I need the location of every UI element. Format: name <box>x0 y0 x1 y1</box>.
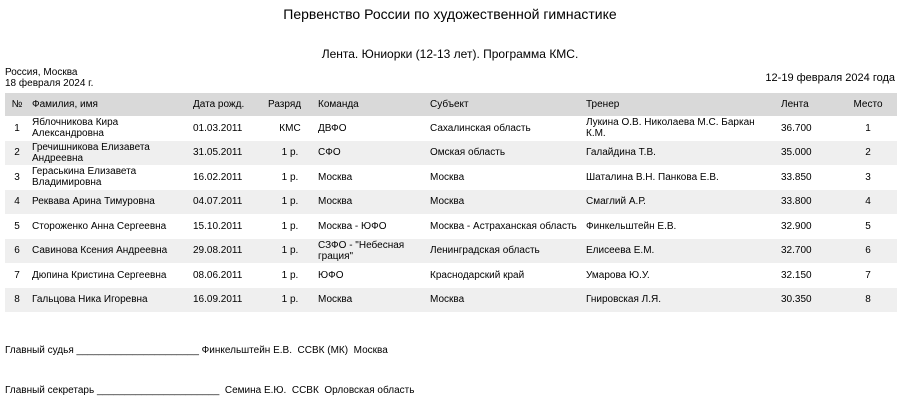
cell-coach: Елисеева Е.М. <box>583 239 778 264</box>
cell-num: 2 <box>5 141 29 166</box>
cell-coach: Шаталина В.Н. Панкова Е.В. <box>586 171 719 183</box>
cell-coach: Умарова Ю.У. <box>586 269 650 281</box>
cell-team: СФО <box>315 141 427 166</box>
cell-rank: 1 р. <box>281 220 299 232</box>
cell-region: Москва - Астраханская область <box>430 220 577 232</box>
cell-place: 4 <box>839 190 897 215</box>
cell-name: Реквава Арина Тимуровна <box>29 190 190 215</box>
cell-coach: Смаглий А.Р. <box>583 190 778 215</box>
cell-name: Стороженко Анна Сергеевна <box>32 220 167 232</box>
cell-dob: 16.02.2011 <box>193 171 243 183</box>
cell-place: 7 <box>865 269 871 281</box>
results-table <box>5 93 897 312</box>
cell-dob: 08.06.2011 <box>193 269 243 281</box>
location-block <box>5 67 93 89</box>
cell-coach: Галайдина Т.В. <box>583 141 778 166</box>
cell-region: Сахалинская область <box>430 122 531 134</box>
cell-rank: 1 р. <box>265 141 315 166</box>
cell-dob: 04.07.2011 <box>190 190 265 215</box>
document-title: Первенство России по художественной гимнастике <box>283 6 617 22</box>
cell-score: 32.900 <box>781 220 812 232</box>
cell-region: Ленинградская область <box>427 239 583 264</box>
col-header-rank: Разряд <box>265 93 315 116</box>
cell-score: 30.350 <box>778 288 839 313</box>
cell-score: 35.000 <box>778 141 839 166</box>
col-header-name: Фамилия, имя <box>29 93 190 116</box>
cell-name: Савинова Ксения Андреевна <box>29 239 190 264</box>
chief-judge-line: Главный судья ______________________ Финкельштейн Е.В. ССВК (МК) Москва <box>5 345 388 356</box>
cell-dob: 15.10.2011 <box>193 220 243 232</box>
cell-rank: 1 р. <box>281 269 299 281</box>
cell-place: 2 <box>839 141 897 166</box>
cell-team: Москва <box>315 288 427 313</box>
cell-dob: 29.08.2011 <box>190 239 265 264</box>
cell-name: Гречишникова Елизавета Андреевна <box>29 141 190 166</box>
cell-score: 36.700 <box>781 122 812 134</box>
table-row <box>5 116 897 141</box>
location: Россия, Москва <box>5 67 78 78</box>
cell-name: Яблочникова Кира Александровна <box>32 117 119 140</box>
cell-rank: 1 р. <box>265 239 315 264</box>
col-header-region: Субъект <box>427 93 583 116</box>
cell-coach: Лукина О.В. Николаева М.С. Баркан К.М. <box>586 117 755 140</box>
cell-place: 3 <box>865 171 871 183</box>
cell-num: 3 <box>14 171 20 183</box>
cell-rank: КМС <box>279 122 301 134</box>
table-header-row <box>5 93 897 116</box>
cell-dob: 01.03.2011 <box>193 122 243 134</box>
document-subtitle: Лента. Юниорки (12-13 лет). Программа КМС. <box>321 47 579 61</box>
cell-dob: 31.05.2011 <box>190 141 265 166</box>
cell-coach: Финкельштейн Е.В. <box>586 220 677 232</box>
cell-region: Омская область <box>427 141 583 166</box>
cell-num: 8 <box>5 288 29 313</box>
col-header-coach: Тренер <box>583 93 778 116</box>
cell-coach: Гнировская Л.Я. <box>583 288 778 313</box>
table-row <box>5 263 897 288</box>
cell-team: СЗФО - "Небесная грация" <box>315 239 427 264</box>
cell-num: 4 <box>5 190 29 215</box>
table-row <box>5 288 897 313</box>
cell-name: Гальцова Ника Игоревна <box>29 288 190 313</box>
cell-score: 33.800 <box>778 190 839 215</box>
col-header-team: Команда <box>315 93 427 116</box>
cell-region: Москва <box>427 190 583 215</box>
col-header-dob: Дата рожд. <box>190 93 265 116</box>
document-date: 18 февраля 2024 г. <box>5 78 94 89</box>
cell-region: Москва <box>430 171 465 183</box>
cell-rank: 1 р. <box>281 171 299 183</box>
cell-place: 8 <box>839 288 897 313</box>
cell-place: 5 <box>865 220 871 232</box>
cell-score: 32.150 <box>781 269 812 281</box>
cell-num: 7 <box>14 269 20 281</box>
cell-place: 1 <box>865 122 871 134</box>
cell-team: Москва <box>318 171 353 183</box>
cell-rank: 1 р. <box>265 288 315 313</box>
chief-secretary-line: Главный секретарь ______________________ Семина Е.Ю. ССВК Орловская область <box>5 385 415 396</box>
cell-region: Москва <box>427 288 583 313</box>
table-row <box>5 214 897 239</box>
cell-num: 1 <box>14 122 20 134</box>
cell-name: Гераськина Елизавета Владимировна <box>32 166 137 189</box>
cell-name: Дюпина Кристина Сергеевна <box>32 269 167 281</box>
cell-score: 33.850 <box>781 171 812 183</box>
cell-dob: 16.09.2011 <box>190 288 265 313</box>
cell-rank: 1 р. <box>265 190 315 215</box>
table-row <box>5 165 897 190</box>
col-header-place: Место <box>839 93 897 116</box>
table-row <box>5 239 897 264</box>
event-dates: 12-19 февраля 2024 года <box>765 72 895 84</box>
col-header-score: Лента <box>778 93 839 116</box>
cell-team: Москва <box>315 190 427 215</box>
cell-team: Москва - ЮФО <box>318 220 387 232</box>
cell-score: 32.700 <box>778 239 839 264</box>
cell-team: ЮФО <box>318 269 344 281</box>
table-row <box>5 141 897 166</box>
table-row <box>5 190 897 215</box>
cell-place: 6 <box>839 239 897 264</box>
col-header-num: № <box>5 93 29 116</box>
cell-num: 6 <box>5 239 29 264</box>
cell-team: ДВФО <box>318 122 347 134</box>
cell-num: 5 <box>14 220 20 232</box>
cell-region: Краснодарский край <box>430 269 525 281</box>
